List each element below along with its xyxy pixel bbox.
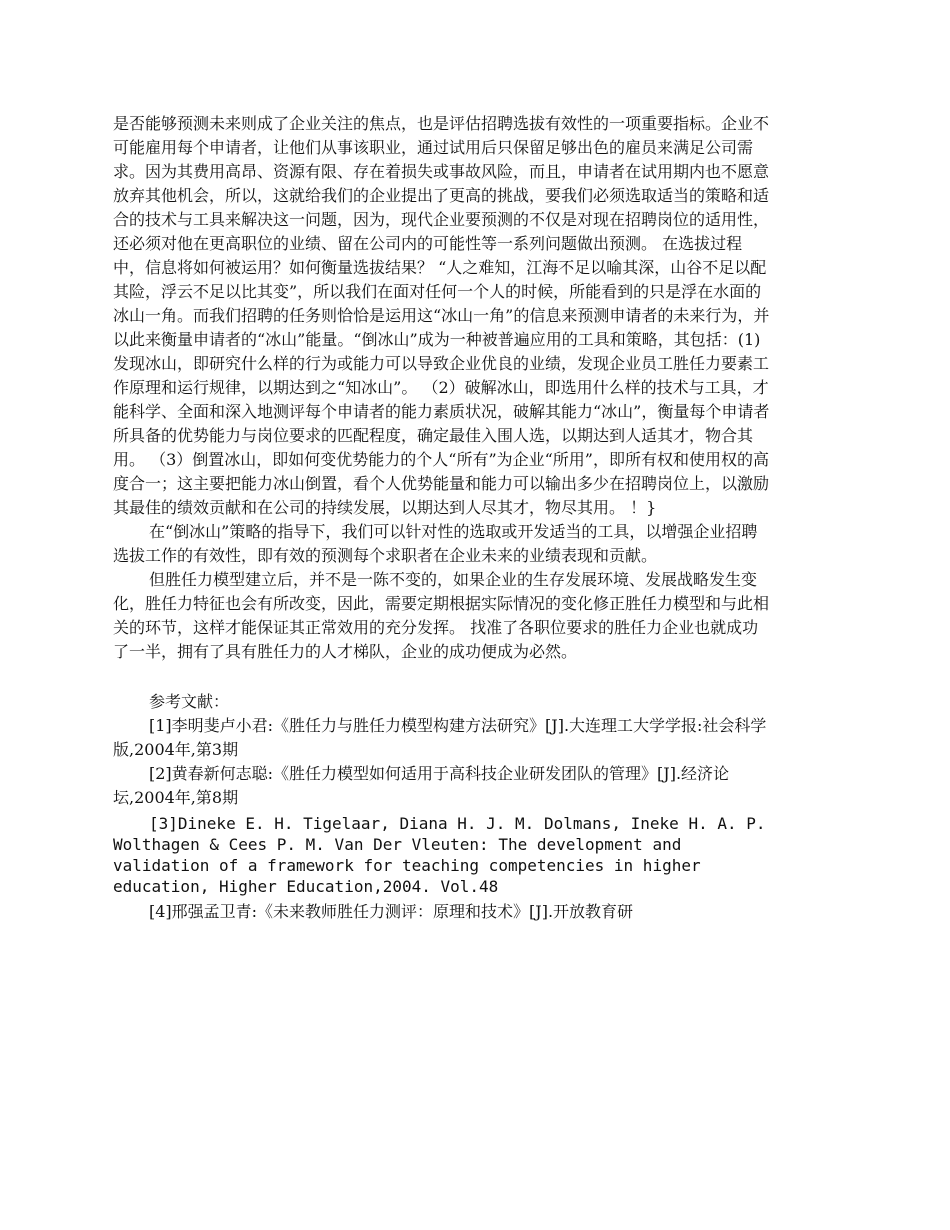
reference-item-2: [2]黄春新何志聪:《胜任力模型如何适用于高科技企业研发团队的管理》[J].经济论坛,2004年,第8期: [113, 764, 730, 807]
paragraph-2: 在“倒冰山”策略的指导下，我们可以针对性的选取或开发适当的工具，以增强企业招聘选拔工作的有效性，即有效的预测每个求职者在企业未来的业绩表现和贡献。: [113, 522, 758, 565]
reference-item-1: [1]李明斐卢小君:《胜任力与胜任力模型构建方法研究》[J].大连理工大学学报:社会科学版,2004年,第3期: [113, 716, 767, 759]
reference-item-4: [4]邢强孟卫青:《未来教师胜任力测评：原理和技术》[J].开放教育研: [149, 902, 634, 921]
paragraph-1: 是否能够预测未来则成了企业关注的焦点，也是评估招聘选拔有效性的一项重要指标。企业不可能雇用每个申请者，让他们从事该职业，通过试用后只保留足够出色的雇员来满足公司需求。因为其费用高昂、资源有限、存在着损失或事故风险，而且，申请者在试用期内也不愿意放弃其他机会，所以，这就给我们的企业提出了更高的挑战，要我们必须选取适当的策略和适合的技术与工具来解决这一问题，因为，现代企业要预测的不仅是对现在招聘岗位的适用性，还必须对他在更高职位的业绩、留在公司内的可能性等一系列问题做出预测。 在选拔过程中，信息将如何被运用？如何衡量选拔结果？ “人之难知，江海不足以喻其深，山谷不足以配其险，浮云不足以比其变”，所以我们在面对任何一个人的时候，所能看到的只是浮在水面的冰山一角。而我们招聘的任务则恰恰是运用这“冰山一角”的信息来预测申请者的未来行为，并以此来衡量申请者的“冰山”能量。“倒冰山”成为一种被普遍应用的工具和策略，其包括：(1)发现冰山，即研究什么样的行为或能力可以导致企业优良的业绩，发现企业员工胜任力要素工作原理和运行规律，以期达到之“知冰山”。 （2）破解冰山，即选用什么样的技术与工具，才能科学、全面和深入地测评每个申请者的能力素质状况，破解其能力“冰山”，衡量每个申请者所具备的优势能力与岗位要求的匹配程度，确定最佳入围人选，以期达到人适其才，物合其用。 （3）倒置冰山，即如何变优势能力的个人“所有”为企业“所用”，即所有权和使用权的高度合一；这主要把能力冰山倒置，看个人优势能量和能力可以输出多少在招聘岗位上，以激励其最佳的绩效贡献和在公司的持续发展，以期达到人尽其才，物尽其用。 ！}: [113, 114, 770, 517]
spacer: [113, 664, 773, 690]
paragraph-3: 但胜任力模型建立后，并不是一陈不变的，如果企业的生存发展环境、发展战略发生变化，胜任力特征也会有所改变，因此，需要定期根据实际情况的变化修正胜任力模型和与此相关的环节，这样才能保证其正常效用的充分发挥。 找准了各职位要求的胜任力企业也就成功了一半，拥有了具有胜任力的人才梯队，企业的成功便成为必然。: [113, 570, 770, 661]
references-heading: 参考文献：: [149, 692, 230, 711]
reference-item-3: [3]Dineke E. H. Tigelaar, Diana H. J. M. Dolmans, Ineke H. A. P. Wolthagen & Cees P. M. Van Der Vleuten: The development and validation of a framework for teaching competencies in higher education, Higher Education,2004. Vol.48: [113, 814, 766, 896]
body-text: [113, 112, 773, 924]
